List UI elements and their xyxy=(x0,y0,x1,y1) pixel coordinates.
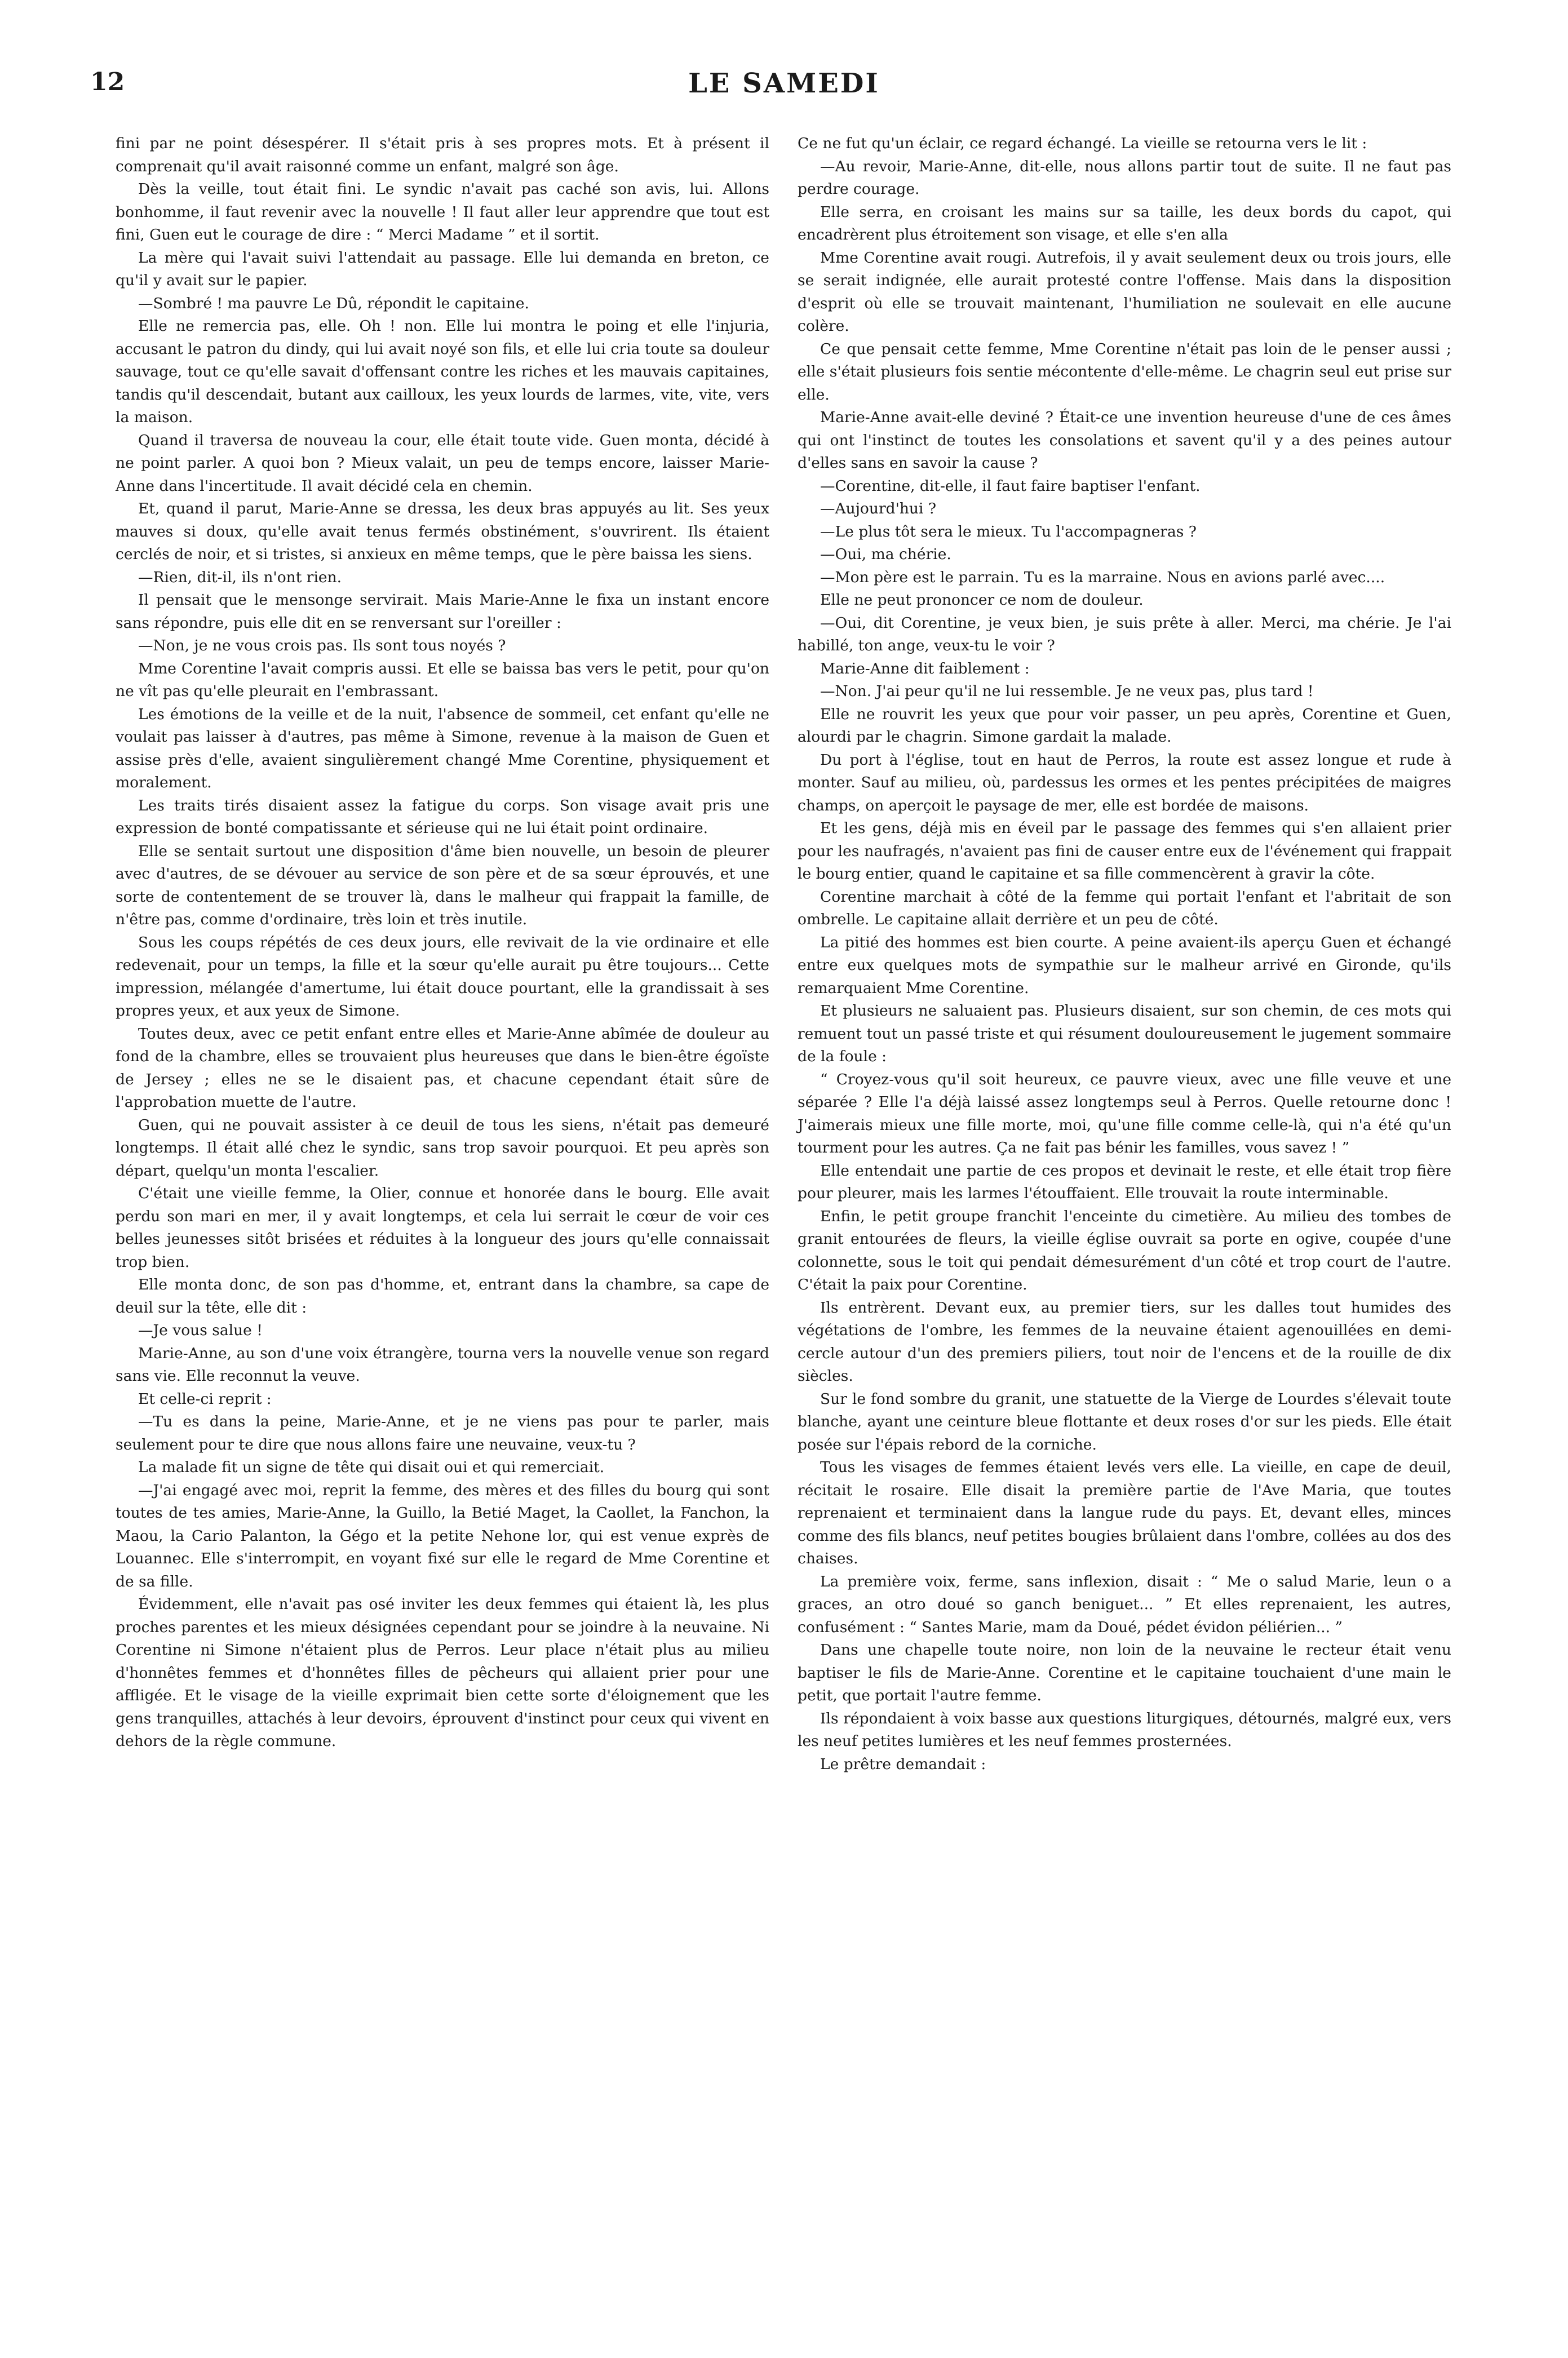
paragraph: —Non, je ne vous crois pas. Ils sont tous noyés ? xyxy=(138,637,506,654)
paragraph: Corentine marchait à côté de la femme qui portait l'enfant et l'abritait de son ombrelle. Le capitaine allait derrière et un peu de côté. xyxy=(798,888,1451,928)
paragraph: Sur le fond sombre du granit, une statuette de la Vierge de Lourdes s'élevait toute blanche, ayant une ceinture bleue flottante et deux roses d'or sur les pieds. Elle était posée sur l'épais rebord de la corniche. xyxy=(798,1390,1451,1453)
right-column xyxy=(798,132,1451,1776)
paragraph: Et, quand il parut, Marie-Anne se dressa, les deux bras appuyés au lit. Ses yeux mauves si doux, qu'elle avait tenus fermés obstinément, s'ouvrirent. Ils étaient cerclés de noir, et si tristes, si anxieux en même temps, que le père baissa les siens. xyxy=(116,500,769,563)
paragraph: —J'ai engagé avec moi, reprit la femme, des mères et des filles du bourg qui sont toutes de tes amies, Marie-Anne, la Guillo, la Betié Maget, la Caollet, la Fanchon, la Maou, la Cario Palanton, la Gégo et la petite Nehone lor, qui est venue exprès de Louannec. Elle s'interrompit, en voyant fixé sur elle le regard de Mme Corentine et de sa fille. xyxy=(116,1481,769,1590)
page-number: 12 xyxy=(90,68,125,96)
paragraph: Ils répondaient à voix basse aux questions liturgiques, détournés, malgré eux, vers les neuf petites lumières et les neuf femmes prosternées. xyxy=(798,1709,1451,1750)
paragraph: Et les gens, déjà mis en éveil par le passage des femmes qui s'en allaient prier pour les naufragés, n'avaient pas fini de causer entre eux de l'événement qui frappait le bourg entier, quand le capitaine et sa fille commencèrent à gravir la côte. xyxy=(798,819,1451,883)
paragraph: Toutes deux, avec ce petit enfant entre elles et Marie-Anne abîmée de douleur au fond de la chambre, elles se trouvaient plus heureuses que dans le bien-être égoïste de Jersey ; elles ne se le disaient pas, et chacune cependant était sûre de l'approbation muette de l'autre. xyxy=(116,1025,769,1111)
paragraph: “ Croyez-vous qu'il soit heureux, ce pauvre vieux, avec une fille veuve et une séparée ? Elle l'a déjà laissé assez longtemps seul à Perros. Quelle retourne donc ! J'aimerais mieux une fille morte, moi, qu'une fille comme celle-là, qui n'a été qu'un tourment pour les autres. Ça ne fait pas bénir les familles, vous savez ! ” xyxy=(798,1070,1451,1156)
paragraph: Du port à l'église, tout en haut de Perros, la route est assez longue et rude à monter. Sauf au milieu, où, pardessus les ormes et les pentes précipitées de maigres champs, on aperçoit le paysage de mer, elle est bordée de maisons. xyxy=(798,751,1451,814)
paragraph: Le prêtre demandait : xyxy=(820,1755,986,1773)
paragraph: —Sombré ! ma pauvre Le Dû, répondit le capitaine. xyxy=(138,294,529,312)
paragraph: Elle se sentait surtout une disposition d'âme bien nouvelle, un besoin de pleurer avec d'autres, de se dévouer au service de son père et de sa sœur éprouvés, et une sorte de contentement de se trouver là, dans le malheur qui frappait la famille, de n'être pas, comme d'ordinaire, très loin et très inutile. xyxy=(116,842,769,928)
paragraph: Guen, qui ne pouvait assister à ce deuil de tous les siens, n'était pas demeuré longtemps. Il était allé chez le syndic, sans trop savoir pourquoi. Et peu après son départ, quelqu'un monta l'escalier. xyxy=(116,1116,769,1180)
paragraph: La première voix, ferme, sans inflexion, disait : “ Me o salud Marie, leun o a graces, an otro doué so ganch beniguet... ” Et elles reprenaient, les autres, confusément : “ Santes Marie, mam da Doué, pédet évidon péliérien... ” xyxy=(798,1572,1451,1636)
paragraph: Quand il traversa de nouveau la cour, elle était toute vide. Guen monta, décidé à ne point parler. A quoi bon ? Mieux valait, un peu de temps encore, laisser Marie-Anne dans l'incertitude. Il avait décidé cela en chemin. xyxy=(116,431,769,495)
paragraph: Sous les coups répétés de ces deux jours, elle revivait de la vie ordinaire et elle redevenait, pour un temps, la fille et la sœur qu'elle aurait pu être toujours... Cette impression, mélangée d'amertume, lui était douce pourtant, elle la grandissait à ses propres yeux, et aux yeux de Simone. xyxy=(116,933,769,1020)
paragraph: Et celle-ci reprit : xyxy=(138,1390,272,1408)
paragraph: Elle ne rouvrit les yeux que pour voir passer, un peu après, Corentine et Guen, alourdi par le chagrin. Simone gardait la malade. xyxy=(798,705,1451,746)
paragraph: C'était une vieille femme, la Olier, connue et honorée dans le bourg. Elle avait perdu son mari en mer, il y avait longtemps, et cela lui serrait le cœur de voir ces belles jeunesses sitôt brisées et réduites à la longueur des jours qu'elle connaissait trop bien. xyxy=(116,1185,769,1271)
paragraph: Elle entendait une partie de ces propos et devinait le reste, et elle était trop fière pour pleurer, mais les larmes l'étouffaient. Elle trouvait la route interminable. xyxy=(798,1162,1451,1202)
paragraph: —Mon père est le parrain. Tu es la marraine. Nous en avions parlé avec.... xyxy=(820,568,1385,586)
paragraph: Ce ne fut qu'un éclair, ce regard échangé. La vieille se retourna vers le lit : xyxy=(798,135,1367,152)
paragraph: —Aujourd'hui ? xyxy=(820,500,937,517)
paragraph: La pitié des hommes est bien courte. A peine avaient-ils aperçu Guen et échangé entre eux quelques mots de sympathie sur le malheur arrivé en Gironde, qu'ils remarquaient Mme Corentine. xyxy=(798,933,1451,997)
paragraph: Mme Corentine l'avait compris aussi. Et elle se baissa bas vers le petit, pour qu'on ne vît pas qu'elle pleurait en l'embrassant. xyxy=(116,659,769,700)
paragraph: —Je vous salue ! xyxy=(138,1322,263,1339)
paragraph: La malade fit un signe de tête qui disait oui et qui remerciait. xyxy=(138,1459,605,1476)
paragraph: fini par ne point désespérer. Il s'était pris à ses propres mots. Et à présent il comprenait qu'il avait raisonné comme un enfant, malgré son âge. xyxy=(116,135,769,175)
paragraph: Il pensait que le mensonge servirait. Mais Marie-Anne le fixa un instant encore sans répondre, puis elle dit en se renversant sur l'oreiller : xyxy=(116,591,769,632)
paragraph: Marie-Anne avait-elle deviné ? Était-ce une invention heureuse d'une de ces âmes qui ont l'instinct de toutes les consolations et savent qu'il y a des peines autour d'elles sans en savoir la cause ? xyxy=(798,409,1451,472)
paragraph: Ce que pensait cette femme, Mme Corentine n'était pas loin de le penser aussi ; elle s'était plusieurs fois sentie mécontente d'elle-même. Le chagrin seul eut prise sur elle. xyxy=(798,340,1451,404)
paragraph: Dès la veille, tout était fini. Le syndic n'avait pas caché son avis, lui. Allons bonhomme, il faut revenir avec la nouvelle ! Il faut aller leur apprendre que tout est fini, Guen eut le courage de dire : “ Merci Madame ” et il sortit. xyxy=(116,180,769,243)
paragraph: Évidemment, elle n'avait pas osé inviter les deux femmes qui étaient là, les plus proches parentes et les mieux désignées cependant pour se joindre à la neuvaine. Ni Corentine ni Simone n'étaient plus de Perros. Leur place n'était plus au milieu d'honnêtes femmes et d'honnêtes filles de pêcheurs qui allaient prier pour une affligée. Et le visage de la vieille exprimait bien cette sorte d'éloignement que les gens tranquilles, attachés à leur devoirs, éprouvent d'instinct pour ceux qui vivent en dehors de la règle commune. xyxy=(116,1595,769,1750)
paragraph: Enfin, le petit groupe franchit l'enceinte du cimetière. Au milieu des tombes de granit entourées de fleurs, la vieille église ouvrait sa porte en ogive, coupée d'une colonnette, sous le toit qui pendait démesurément d'un côté et trop court de l'autre. C'était la paix pour Corentine. xyxy=(798,1207,1451,1293)
paragraph: Marie-Anne, au son d'une voix étrangère, tourna vers la nouvelle venue son regard sans vie. Elle reconnut la veuve. xyxy=(116,1344,769,1385)
paragraph: Ils entrèrent. Devant eux, au premier tiers, sur les dalles tout humides des végétations de l'ombre, les femmes de la neuvaine étaient agenouillées en demi-cercle autour d'un des premiers piliers, tout noir de l'encens et de la rouille de dix siècles. xyxy=(798,1298,1451,1385)
page-header xyxy=(90,68,1478,118)
journal-title: LE SAMEDI xyxy=(688,68,880,99)
paragraph: Les émotions de la veille et de la nuit, l'absence de sommeil, cet enfant qu'elle ne voulait pas laisser à d'autres, pas même à Simone, revenue à la maison de Guen et assise près d'elle, avaient singulièrement changé Mme Corentine, physiquement et moralement. xyxy=(116,705,769,791)
paragraph: Elle ne peut prononcer ce nom de douleur. xyxy=(820,591,1144,609)
paragraph: Tous les visages de femmes étaient levés vers elle. La vieille, en cape de deuil, récitait le rosaire. Elle disait la première partie de l'Ave Maria, que toutes reprenaient et terminaient dans la langue rude du pays. Et, devant elles, minces comme des fils blancs, neuf petites bougies brûlaient dans l'ombre, collées au dos des chaises. xyxy=(798,1459,1451,1567)
left-column xyxy=(116,132,769,1753)
paragraph: —Rien, dit-il, ils n'ont rien. xyxy=(138,568,342,586)
paragraph: Elle ne remercia pas, elle. Oh ! non. Elle lui montra le poing et elle l'injuria, accusant le patron du dindy, qui lui avait noyé son fils, et elle lui cria toute sa douleur sauvage, tout ce qu'elle savait d'offensant contre les riches et les mauvais capitaines, tandis qu'il descendait, butant aux cailloux, les yeux lourds de larmes, vite, vite, vers la maison. xyxy=(116,317,769,426)
paragraph: La mère qui l'avait suivi l'attendait au passage. Elle lui demanda en breton, ce qu'il y avait sur le papier. xyxy=(116,249,769,289)
paragraph: Dans une chapelle toute noire, non loin de la neuvaine le recteur était venu baptiser le fils de Marie-Anne. Corentine et le capitaine touchaient d'une main le petit, que portait l'autre femme. xyxy=(798,1641,1451,1704)
paragraph: —Non. J'ai peur qu'il ne lui ressemble. Je ne veux pas, plus tard ! xyxy=(820,682,1314,700)
paragraph: —Corentine, dit-elle, il faut faire baptiser l'enfant. xyxy=(820,477,1201,495)
paragraph: —Au revoir, Marie-Anne, dit-elle, nous allons partir tout de suite. Il ne faut pas perdre courage. xyxy=(798,157,1451,198)
paragraph: Les traits tirés disaient assez la fatigue du corps. Son visage avait pris une expression de bonté compatissante et sérieuse qui ne lui était point ordinaire. xyxy=(116,796,769,837)
paragraph: Marie-Anne dit faiblement : xyxy=(820,659,1030,677)
paragraph: —Oui, dit Corentine, je veux bien, je suis prête à aller. Merci, ma chérie. Je l'ai habillé, ton ange, veux-tu le voir ? xyxy=(798,614,1451,654)
paragraph: Et plusieurs ne saluaient pas. Plusieurs disaient, sur son chemin, de ces mots qui remuent tout un passé triste et qui résument douloureusement le jugement sommaire de la foule : xyxy=(798,1002,1451,1065)
paragraph: —Le plus tôt sera le mieux. Tu l'accompagneras ? xyxy=(820,522,1197,540)
paragraph: —Tu es dans la peine, Marie-Anne, et je ne viens pas pour te parler, mais seulement pour te dire que nous allons faire une neuvaine, veux-tu ? xyxy=(116,1413,769,1453)
paragraph: —Oui, ma chérie. xyxy=(820,546,951,563)
paragraph: Elle monta donc, de son pas d'homme, et, entrant dans la chambre, sa cape de deuil sur la tête, elle dit : xyxy=(116,1276,769,1317)
paragraph: Elle serra, en croisant les mains sur sa taille, les deux bords du capot, qui encadrèrent plus étroitement son visage, et elle s'en alla xyxy=(798,203,1451,243)
paragraph: Mme Corentine avait rougi. Autrefois, il y avait seulement deux ou trois jours, elle se serait indignée, elle aurait protesté contre l'offense. Mais dans la disposition d'esprit où elle se trouvait maintenant, l'humiliation ne soulevait en elle aucune colère. xyxy=(798,249,1451,335)
